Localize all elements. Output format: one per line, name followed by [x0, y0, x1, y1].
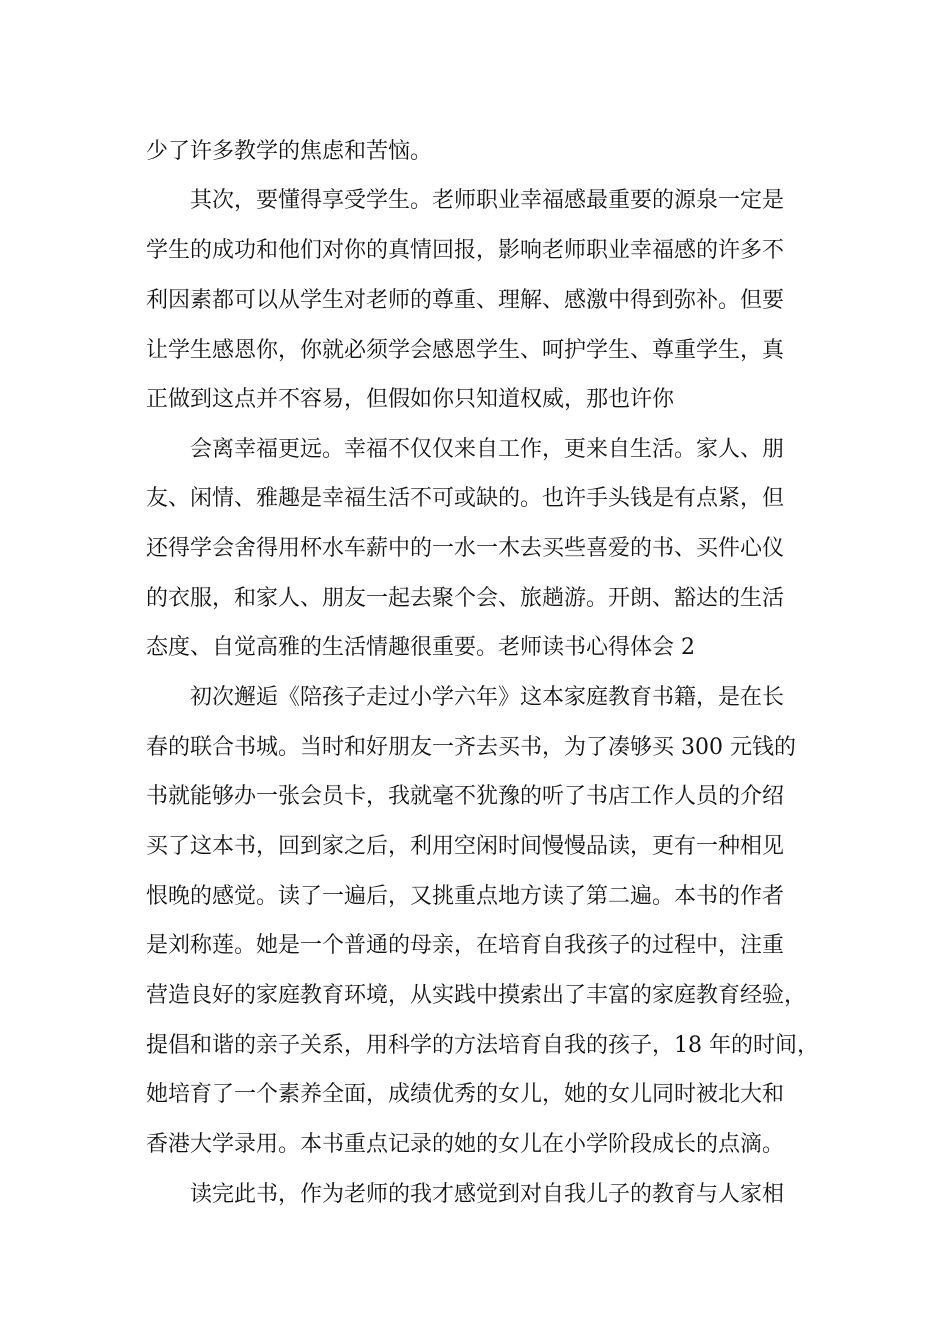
paragraph-start-line: 读完此书，作为老师的我才感觉到对自我儿子的教育与人家相	[190, 1182, 785, 1207]
paragraph-start-line: 其次，要懂得享受学生。老师职业幸福感最重要的源泉一定是	[190, 188, 785, 213]
text-line: 是刘称莲。她是一个普通的母亲，在培育自我孩子的过程中，注重	[146, 933, 785, 958]
text-line: 书就能够办一张会员卡，我就毫不犹豫的听了书店工作人员的介绍	[146, 784, 785, 809]
paragraph-start-line: 初次邂逅《陪孩子走过小学六年》这本家庭教育书籍，是在长	[190, 685, 785, 710]
text-line: 态度、自觉高雅的生活情趣很重要。老师读书心得体会 2	[146, 635, 695, 660]
text-line: 她培育了一个素养全面，成绩优秀的女儿，她的女儿同时被北大和	[146, 1082, 785, 1107]
text-line: 少了许多教学的焦虑和苦恼。	[146, 139, 433, 164]
text-line: 恨晚的感觉。读了一遍后，又挑重点地方读了第二遍。本书的作者	[146, 884, 785, 909]
text-line: 正做到这点并不容易，但假如你只知道权威，那也许你	[146, 387, 675, 412]
text-line: 学生的成功和他们对你的真情回报，影响老师职业幸福感的许多不	[146, 238, 785, 263]
text-line: 营造良好的家庭教育环境，从实践中摸索出了丰富的家庭教育经验，	[146, 983, 807, 1008]
paragraph-start-line: 会离幸福更远。幸福不仅仅来自工作，更来自生活。家人、朋	[190, 437, 785, 462]
text-line: 春的联合书城。当时和好朋友一齐去买书，为了凑够买 300 元钱的	[146, 735, 796, 760]
text-line: 香港大学录用。本书重点记录的她的女儿在小学阶段成长的点滴。	[146, 1132, 785, 1157]
text-line: 利因素都可以从学生对老师的尊重、理解、感激中得到弥补。但要	[146, 288, 785, 313]
text-line: 友、闲情、雅趣是幸福生活不可或缺的。也许手头钱是有点紧，但	[146, 486, 785, 511]
text-line: 还得学会舍得用杯水车薪中的一水一木去买些喜爱的书、买件心仪	[146, 536, 785, 561]
text-line: 的衣服，和家人、朋友一起去聚个会、旅趟游。开朗、豁达的生活	[146, 586, 785, 611]
text-line: 提倡和谐的亲子关系，用科学的方法培育自我的孩子，18 年的时间，	[146, 1033, 819, 1058]
text-line: 让学生感恩你，你就必须学会感恩学生、呵护学生、尊重学生，真	[146, 338, 785, 363]
text-line: 买了这本书，回到家之后，利用空闲时间慢慢品读，更有一种相见	[146, 834, 785, 859]
